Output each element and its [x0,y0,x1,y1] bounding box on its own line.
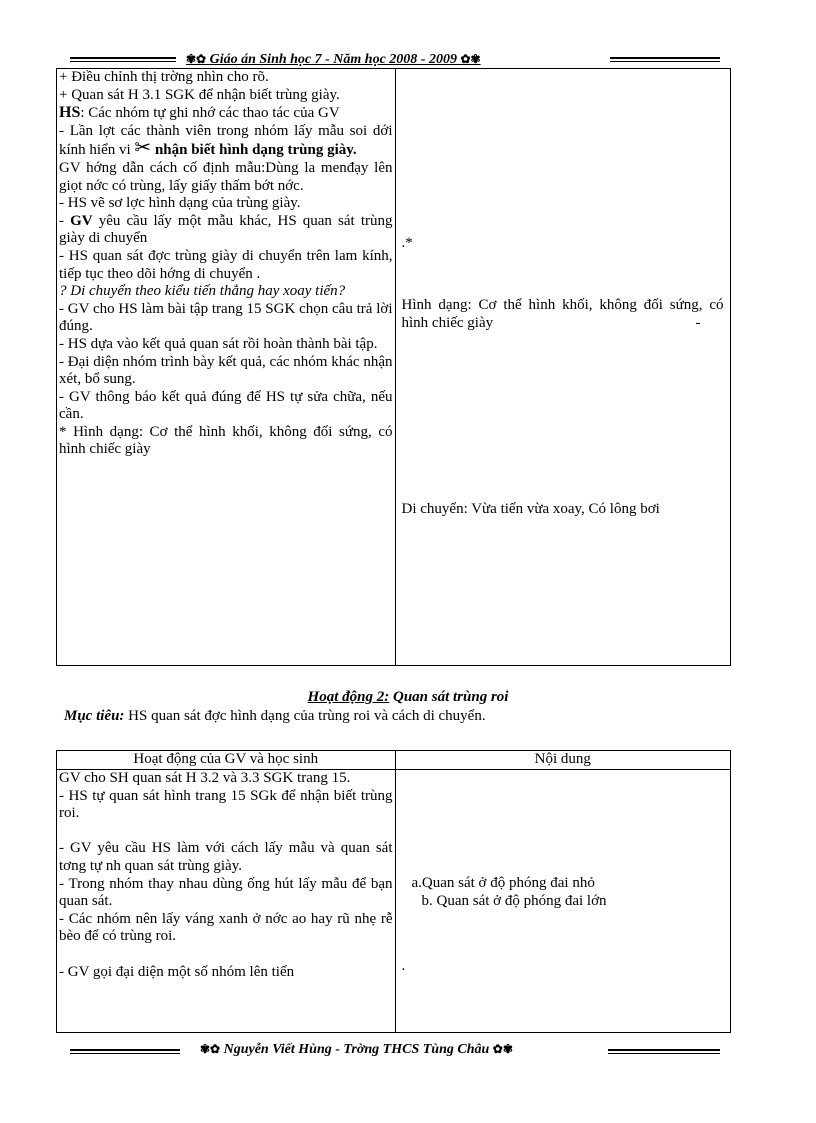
high-magnification: b. Quan sát ở độ phóng đai lớn [421,893,607,909]
list-item: - GV cho HS làm bài tập trang 15 SGK chọn câu trả lời đúng. [59,300,393,335]
header-rule-left [70,57,176,62]
content-column [395,69,731,666]
footer-ornament-right: ✿✾ [492,1042,513,1056]
dash-mark: - [695,315,701,331]
dash: - [59,212,71,229]
activity-table-2 [56,750,731,1033]
hs-text: : Các nhóm tự ghi nhớ các thao tác của GV [80,105,340,122]
header-title-text: Giáo án Sinh học 7 - Năm học 2008 - 2009 [209,52,457,67]
table-row [57,770,731,1033]
header-title [186,52,481,68]
gv-text: yêu cầu lấy một mẫu khác, HS quan sát trùng giày di chuyển [59,212,393,247]
list-item: - HS tự quan sát hình trang 15 SGk để nhận biết trùng roi. [59,787,393,822]
hs-label: HS [59,104,81,122]
list-item: - HS quan sát đợc trùng giày di chuyển trên lam kính, tiếp tục theo dõi hớng di chuyển . [59,247,393,282]
goal-label: Mục tiêu: [64,708,125,724]
teacher-student-activities [57,69,396,666]
list-item: + Quan sát H 3.1 SGK để nhận biết trùng giày. [59,86,340,103]
goal-text: HS quan sát đợc hình dạng của trùng roi và cách di chuyển. [124,708,486,724]
observe-text: - Lần lợt các thành viên trong nhóm lấy mẫu soi dới kính hiển vi [59,122,393,159]
list-item: - Đại diện nhóm trình bày kết quả, các nhóm khác nhận xét, bổ sung. [59,353,393,388]
page-header [70,50,720,70]
footer-author: Nguyễn Viết Hùng - Trờng THCS Tùng Châu [223,1042,490,1057]
table-header-row [57,751,731,770]
list-item: - GV gọi đại diện một số nhóm lên tiến [59,963,295,980]
activity-table-1 [56,68,731,666]
list-item: * Hình dạng: Cơ thể hình khối, không đối sứng, có hình chiếc giày [59,423,393,458]
list-item: - Trong nhóm thay nhau dùng ống hút lấy mẫu để bạn quan sát. [59,875,393,910]
identify-shape-text: nhận biết hình dạng trùng giày. [154,142,357,159]
footer-rule-right [608,1049,720,1054]
list-item [59,213,393,248]
asterisk-mark: .* [401,235,413,251]
list-item [59,104,393,123]
list-item: - GV thông báo kết quả đúng để HS tự sửa chữa, nếu cần. [59,388,393,423]
footer-rule-left [70,1049,180,1054]
column-header-activities: Hoạt động của GV và học sinh [57,751,396,770]
scissors-icon: ✂ [134,137,152,160]
list-item: - GV yêu cầu HS làm với cách lấy mẫu và quan sát tơng tự nh quan sát trùng giày. [59,840,393,874]
list-item: GV hớng dẫn cách cố định mẫu:Dùng la menđạy lên giọt nớc có trùng, lấy giấy thấm bớt nớc. [59,159,393,194]
footer-text [200,1042,513,1058]
shape-description: Hình dạng: Cơ thể hình khối, không đối sứng, có hình chiếc giày [401,297,724,331]
teacher-student-activities [57,770,396,1033]
list-item: - HS dựa vào kết quả quan sát rồi hoàn thành bài tập. [59,335,378,352]
header-ornament-right: ✿✾ [460,52,481,66]
question-item: ? Di chuyển theo kiểu tiến thẳng hay xoay tiến? [59,283,346,300]
header-rule-right [610,57,720,62]
low-magnification: a.Quan sát ở độ phóng đai nhỏ [411,875,595,891]
gv-label: GV [70,212,93,229]
section-title-rest: Quan sát trùng roi [389,689,509,705]
column-header-content: Nội dung [395,751,731,770]
list-item: + Điều chỉnh thị trờng nhìn cho rõ. [59,69,269,85]
content-column [395,770,731,1033]
section-title-prefix: Hoạt động 2: [307,689,390,705]
header-ornament-left: ✾✿ [186,52,207,66]
movement-description: Di chuyển: Vừa tiến vừa xoay, Có lông bơi [401,501,660,517]
dot-mark: . [401,958,406,974]
section-title [0,689,816,706]
list-item: GV cho SH quan sát H 3.2 và 3.3 SGK trang 15. [59,770,351,786]
table-row [57,69,731,666]
list-item: - Các nhóm nên lấy váng xanh ở nớc ao hay rũ nhẹ rễ bèo để có trùng roi. [59,910,393,945]
page-footer [70,1042,720,1062]
section-goal [64,708,486,725]
list-item [59,123,393,160]
footer-ornament-left: ✾✿ [200,1042,221,1056]
list-item: - HS vẽ sơ lợc hình dạng của trùng giày. [59,195,301,212]
